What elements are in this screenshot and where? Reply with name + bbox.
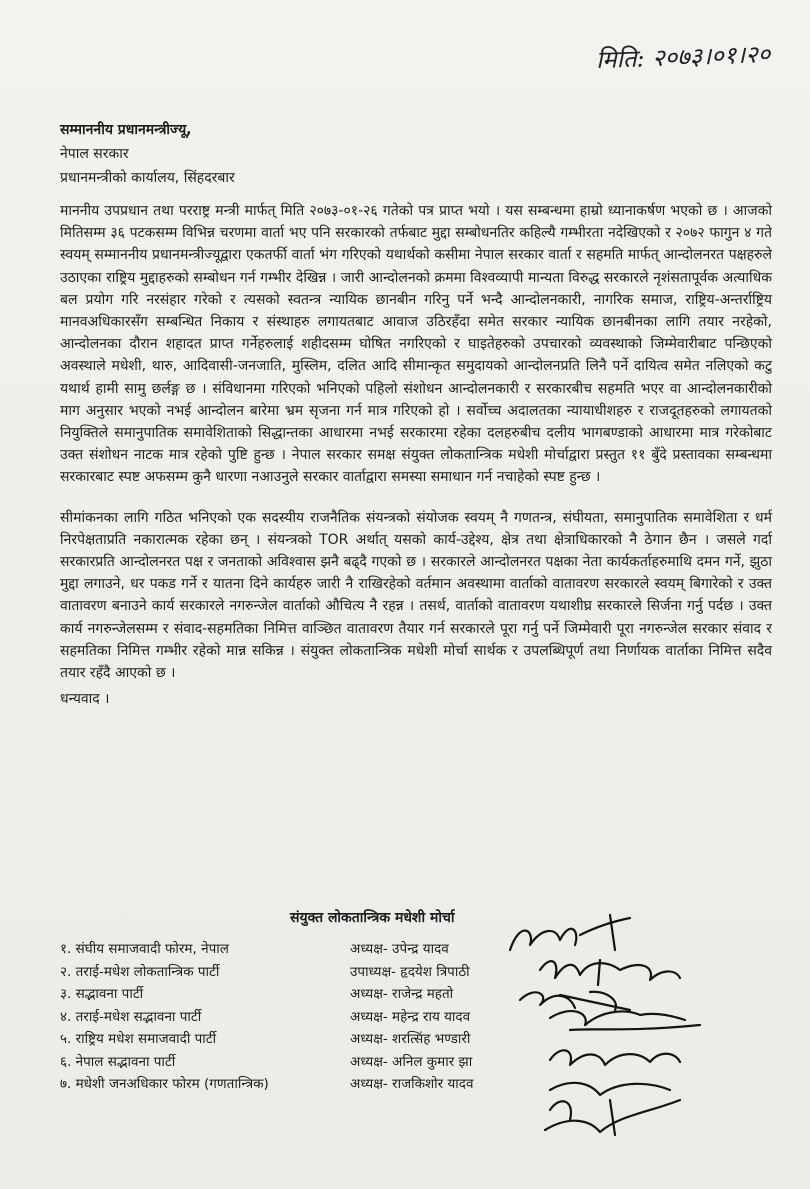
letter-body: [60, 200, 772, 710]
signatory-leader: अध्यक्ष- उपेन्द्र यादव: [350, 941, 449, 957]
body-paragraph-1: माननीय उपप्रधान तथा परराष्ट्र मन्त्री मार्फत् मिति २०७३-०१-२६ गतेको पत्र प्राप्त भयो । यस सम्बन्धमा हाम्रो ध्यानाकर्षण भएको छ । आजको मितिसम्म ३६ पटकसम्म विभिन्न चरणमा वार्ता भए पनि सरकारको तर्फबाट मुद्दा सम्बोधनतिर कहिल्यै गम्भीरता नदेखिएको र २०७२ फागुन ४ गते स्वयम् सम्माननीय प्रधानमन्त्रीज्यूद्वारा एकतर्फी वार्ता भंग गरिएको यथार्थको कसीमा नेपाल सरकार वार्ता र सहमति मार्फत् आन्दोलनरत पक्षहरुले उठाएका राष्ट्रिय मुद्दाहरुको सम्बोधन गर्न गम्भीर देखिन्न । जारी आन्दोलनको क्रममा विश्वव्यापी मान्यता विरुद्ध सरकारले नृशंसतापूर्वक अत्याधिक बल प्रयोग गरि नरसंहार गरेको र त्यसको स्वतन्त्र न्यायिक छानबीन गरिनु पर्ने भन्दै आन्दोलनकारी, नागरिक समाज, राष्ट्रिय-अन्तर्राष्ट्रिय मानवअधिकारसँग सम्बन्धित निकाय र संस्थाहरु लगायतबाट आवाज उठिरहँदा समेत सरकार न्यायिक छानबीनका लागि तयार नरहेको, आन्दोलनका दौरान शहादत प्राप्त गर्नेहरुलाई शहीदसम्म घोषित नगरिएको र घाइतेहरुको उपचारको व्यवस्थाको जिम्मेवारीबाट पन्छिएको अवस्थाले मधेशी, थारु, आदिवासी-जनजाति, मुस्लिम, दलित आदि सीमान्कृत समुदायको आन्दोलनप्रति लिनै पर्ने दायित्व समेत नलिएको कटु यथार्थ हामी सामु छर्लङ्ग छ । संविधानमा गरिएको भनिएको पहिलो संशोधन आन्दोलनकारी र सरकारबीच सहमति भएर वा आन्दोलनकारीको माग अनुसार भएको नभई आन्दोलन बारेमा भ्रम सृजना गर्न मात्र गरिएको हो । सर्वोच्च अदालतका न्यायाधीशहरु र राजदूतहरुको लगायतको नियुक्तिले समानुपातिक समावेशिताको सिद्धान्तका आधारमा नभई सरकारमा रहेका दलहरुबीच दलीय भागबण्डाको आधारमा मात्र गरेकोबाट उक्त संशोधन नाटक मात्र रहेको पुष्टि हुन्छ । नेपाल सरकार समक्ष संयुक्त लोकतान्त्रिक मधेशी मोर्चाद्वारा प्रस्तुत ११ बुँदे प्रस्तावका सम्बन्धमा सरकारबाट स्पष्ट अफसम्म कुनै धारणा नआउनुले सरकार वार्ताद्वारा समस्या समाधान गर्न नचाहेको स्पष्ट हुन्छ ।: [60, 203, 772, 486]
signatory-leader: अध्यक्ष- राजकिशोर यादव: [350, 1076, 474, 1092]
letter-date: मिति: २०७३।०१।२०: [595, 39, 771, 75]
signature-2: [540, 960, 680, 985]
signatory-row: [60, 938, 530, 961]
signatory-row: [60, 1028, 530, 1051]
signatory-party: ३. सद्भावना पार्टी: [60, 986, 144, 1002]
salutation-greeting: सम्माननीय प्रधानमन्त्रीज्यू,: [60, 122, 192, 138]
handwritten-signatures: [480, 900, 740, 1160]
signatory-row: [60, 1006, 530, 1029]
salutation-block: [60, 118, 760, 190]
closing-thanks: धन्यवाद ।: [60, 691, 110, 708]
signatory-party: ७. मधेशी जनअधिकार फोरम (गणतान्त्रिक): [60, 1076, 269, 1092]
signatory-row: [60, 961, 530, 984]
signatory-row: [60, 1051, 530, 1074]
signatory-leader: अध्यक्ष- शरत्सिंह भण्डारी: [350, 1031, 471, 1047]
signatory-party: ६. नेपाल सद्भावना पार्टी: [60, 1053, 176, 1070]
signatory-leader: अध्यक्ष- राजेन्द्र महतो: [350, 986, 454, 1002]
signatory-leader: अध्यक्ष- महेन्द्र राय यादव: [350, 1008, 471, 1025]
addressee-location: प्रधानमन्त्रीको कार्यालय, सिंहदरबार: [60, 170, 235, 186]
signatory-party: २. तराई-मधेश लोकतान्त्रिक पार्टी: [60, 963, 220, 980]
signatory-party: ४. तराई-मधेश सद्भावना पार्टी: [60, 1008, 202, 1025]
signature-6: [550, 1083, 670, 1095]
signature-3: [520, 992, 630, 1010]
signatory-row: [60, 983, 530, 1006]
signatory-leader: अध्यक्ष- अनिल कुमार झा: [350, 1053, 473, 1070]
organization-name: संयुक्त लोकतान्त्रिक मधेशी मोर्चा: [290, 910, 455, 926]
signature-1: [510, 915, 630, 950]
signature-7: [545, 1100, 680, 1135]
signatory-party: १. संघीय समाजवादी फोरम, नेपाल: [60, 941, 229, 957]
signature-4: [550, 1011, 700, 1030]
signature-5: [550, 1050, 680, 1065]
signatory-party: ५. राष्ट्रिय मधेश समाजवादी पार्टी: [60, 1031, 217, 1047]
signatory-list: [60, 938, 530, 1096]
body-paragraph-2: सीमांकनका लागि गठित भनिएको एक सदस्यीय राजनैतिक संयन्त्रको संयोजक स्वयम् नै गणतन्त्र, संघीयता, समानुपातिक समावेशिता र धर्म निरपेक्षताप्रति नकारात्मक रहेका छन् । संयन्त्रको TOR अर्थात् यसको कार्य-उद्देश्य, क्षेत्र तथा क्षेत्राधिकारको नै ठेगान छैन । जसले गर्दा सरकारप्रति आन्दोलनरत पक्ष र जनताको अविश्वास झनै बढ्दै गएको छ । सरकारले आन्दोलनरत पक्षका नेता कार्यकर्ताहरुमाथि दमन गर्ने, झुठा मुद्दा लगाउने, धर पकड गर्ने र यातना दिने कार्यहरु जारी नै राखिरहेको वर्तमान अवस्थामा वार्ताको वातावरण सरकारले स्वयम् बिगारेको र उक्त वातावरण बनाउने कार्य सरकारले नगरुन्जेल वार्ताको औचित्य नै रहन्न । तसर्थ, वार्ताको वातावरण यथाशीघ्र सरकारले सिर्जना गर्नु पर्दछ । उक्त कार्य नगरुन्जेलसम्म र संवाद-सहमतिका निमित्त वाञ्छित वातावरण तैयार गर्न सरकारले पूरा गर्नु पर्ने जिम्मेवारी पूरा नगरुन्जेल सरकार संवाद र सहमतिका निमित्त गम्भीर रहेको मान्न सकिन्न । संयुक्त लोकतान्त्रिक मधेशी मोर्चा सार्थक र उपलब्धिपूर्ण तथा निर्णायक वार्ताका निमित्त सदैव तयार रहँदै आएको छ ।: [60, 509, 772, 682]
addressee-office: नेपाल सरकार: [60, 146, 129, 162]
signatory-row: [60, 1073, 530, 1096]
signatory-leader: उपाध्यक्ष- हृदयेश त्रिपाठी: [350, 963, 470, 980]
